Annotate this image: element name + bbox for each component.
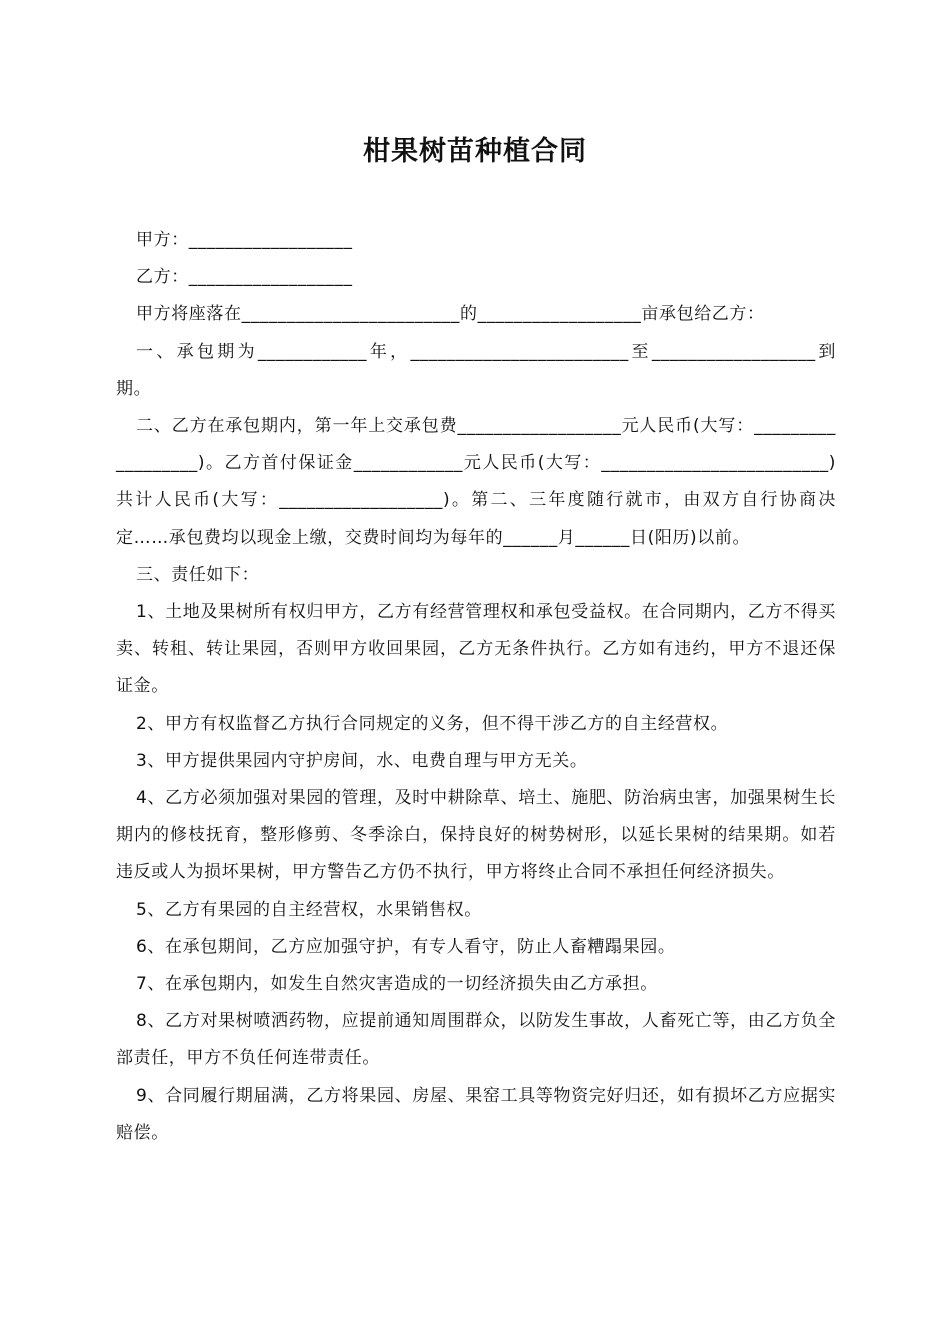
responsibility-item-4: 4、乙方必须加强对果园的管理，及时中耕除草、培土、施肥、防治病虫害，加强果树生长期内的修枝抚育，整形修剪、冬季涂白，保持良好的树势树形，以延长果树的结果期。如若违反或人为损坏果树，甲方警告乙方仍不执行，甲方将终止合同不承担任何经济损失。 <box>116 788 836 883</box>
responsibility-item-7: 7、在承包期内，如发生自然灾害造成的一切经济损失由乙方承担。 <box>136 974 658 995</box>
responsibility-item-1: 1、土地及果树所有权归甲方，乙方有经营管理权和承包受益权。在合同期内，乙方不得买卖、转租、转让果园，否则甲方收回果园，乙方无条件执行。乙方如有违约，甲方不退还保证金。 <box>116 602 836 697</box>
responsibility-item-9: 9、合同履行期届满，乙方将果园、房屋、果窑工具等物资完好归还，如有损坏乙方应据实赔偿。 <box>116 1085 836 1143</box>
responsibility-item-6: 6、在承包期间，乙方应加强守护，有专人看守，防止人畜糟蹋果园。 <box>136 936 676 957</box>
responsibility-item-2: 2、甲方有权监督乙方执行合同规定的义务，但不得干涉乙方的自主经营权。 <box>136 713 729 734</box>
clause-term: 一、承包期为____________年，________________________至__________________到期。 <box>116 341 836 399</box>
responsibility-item-3: 3、甲方提供果园内守护房间，水、电费自理与甲方无关。 <box>136 750 588 771</box>
land-location-clause: 甲方将座落在________________________的__________________亩承包给乙方： <box>136 304 765 325</box>
clause-fees: 二、乙方在承包期内，第一年上交承包费__________________元人民币(大写：__________________)。乙方首付保证金____________元人民币(大写：_________________________)共计人民币(大写：__________________)。第二、三年度随行就市，由双方自行协商决定……承包费均以现金上缴，交费时间均为每年的______月______日(阳历)以前。 <box>116 416 836 548</box>
clause-responsibilities-heading: 三、责任如下： <box>136 564 260 585</box>
responsibility-item-5: 5、乙方有果园的自主经营权，水果销售权。 <box>136 899 482 920</box>
party-a-line: 甲方：__________________ <box>136 230 353 250</box>
party-b-line: 乙方：__________________ <box>136 267 353 288</box>
document-body <box>116 222 836 1152</box>
responsibility-item-8: 8、乙方对果树喷洒药物，应提前通知周围群众，以防发生事故，人畜死亡等，由乙方负全部责任，甲方不负任何连带责任。 <box>116 1011 836 1069</box>
document-title: 柑果树苗种植合同 <box>363 136 587 167</box>
